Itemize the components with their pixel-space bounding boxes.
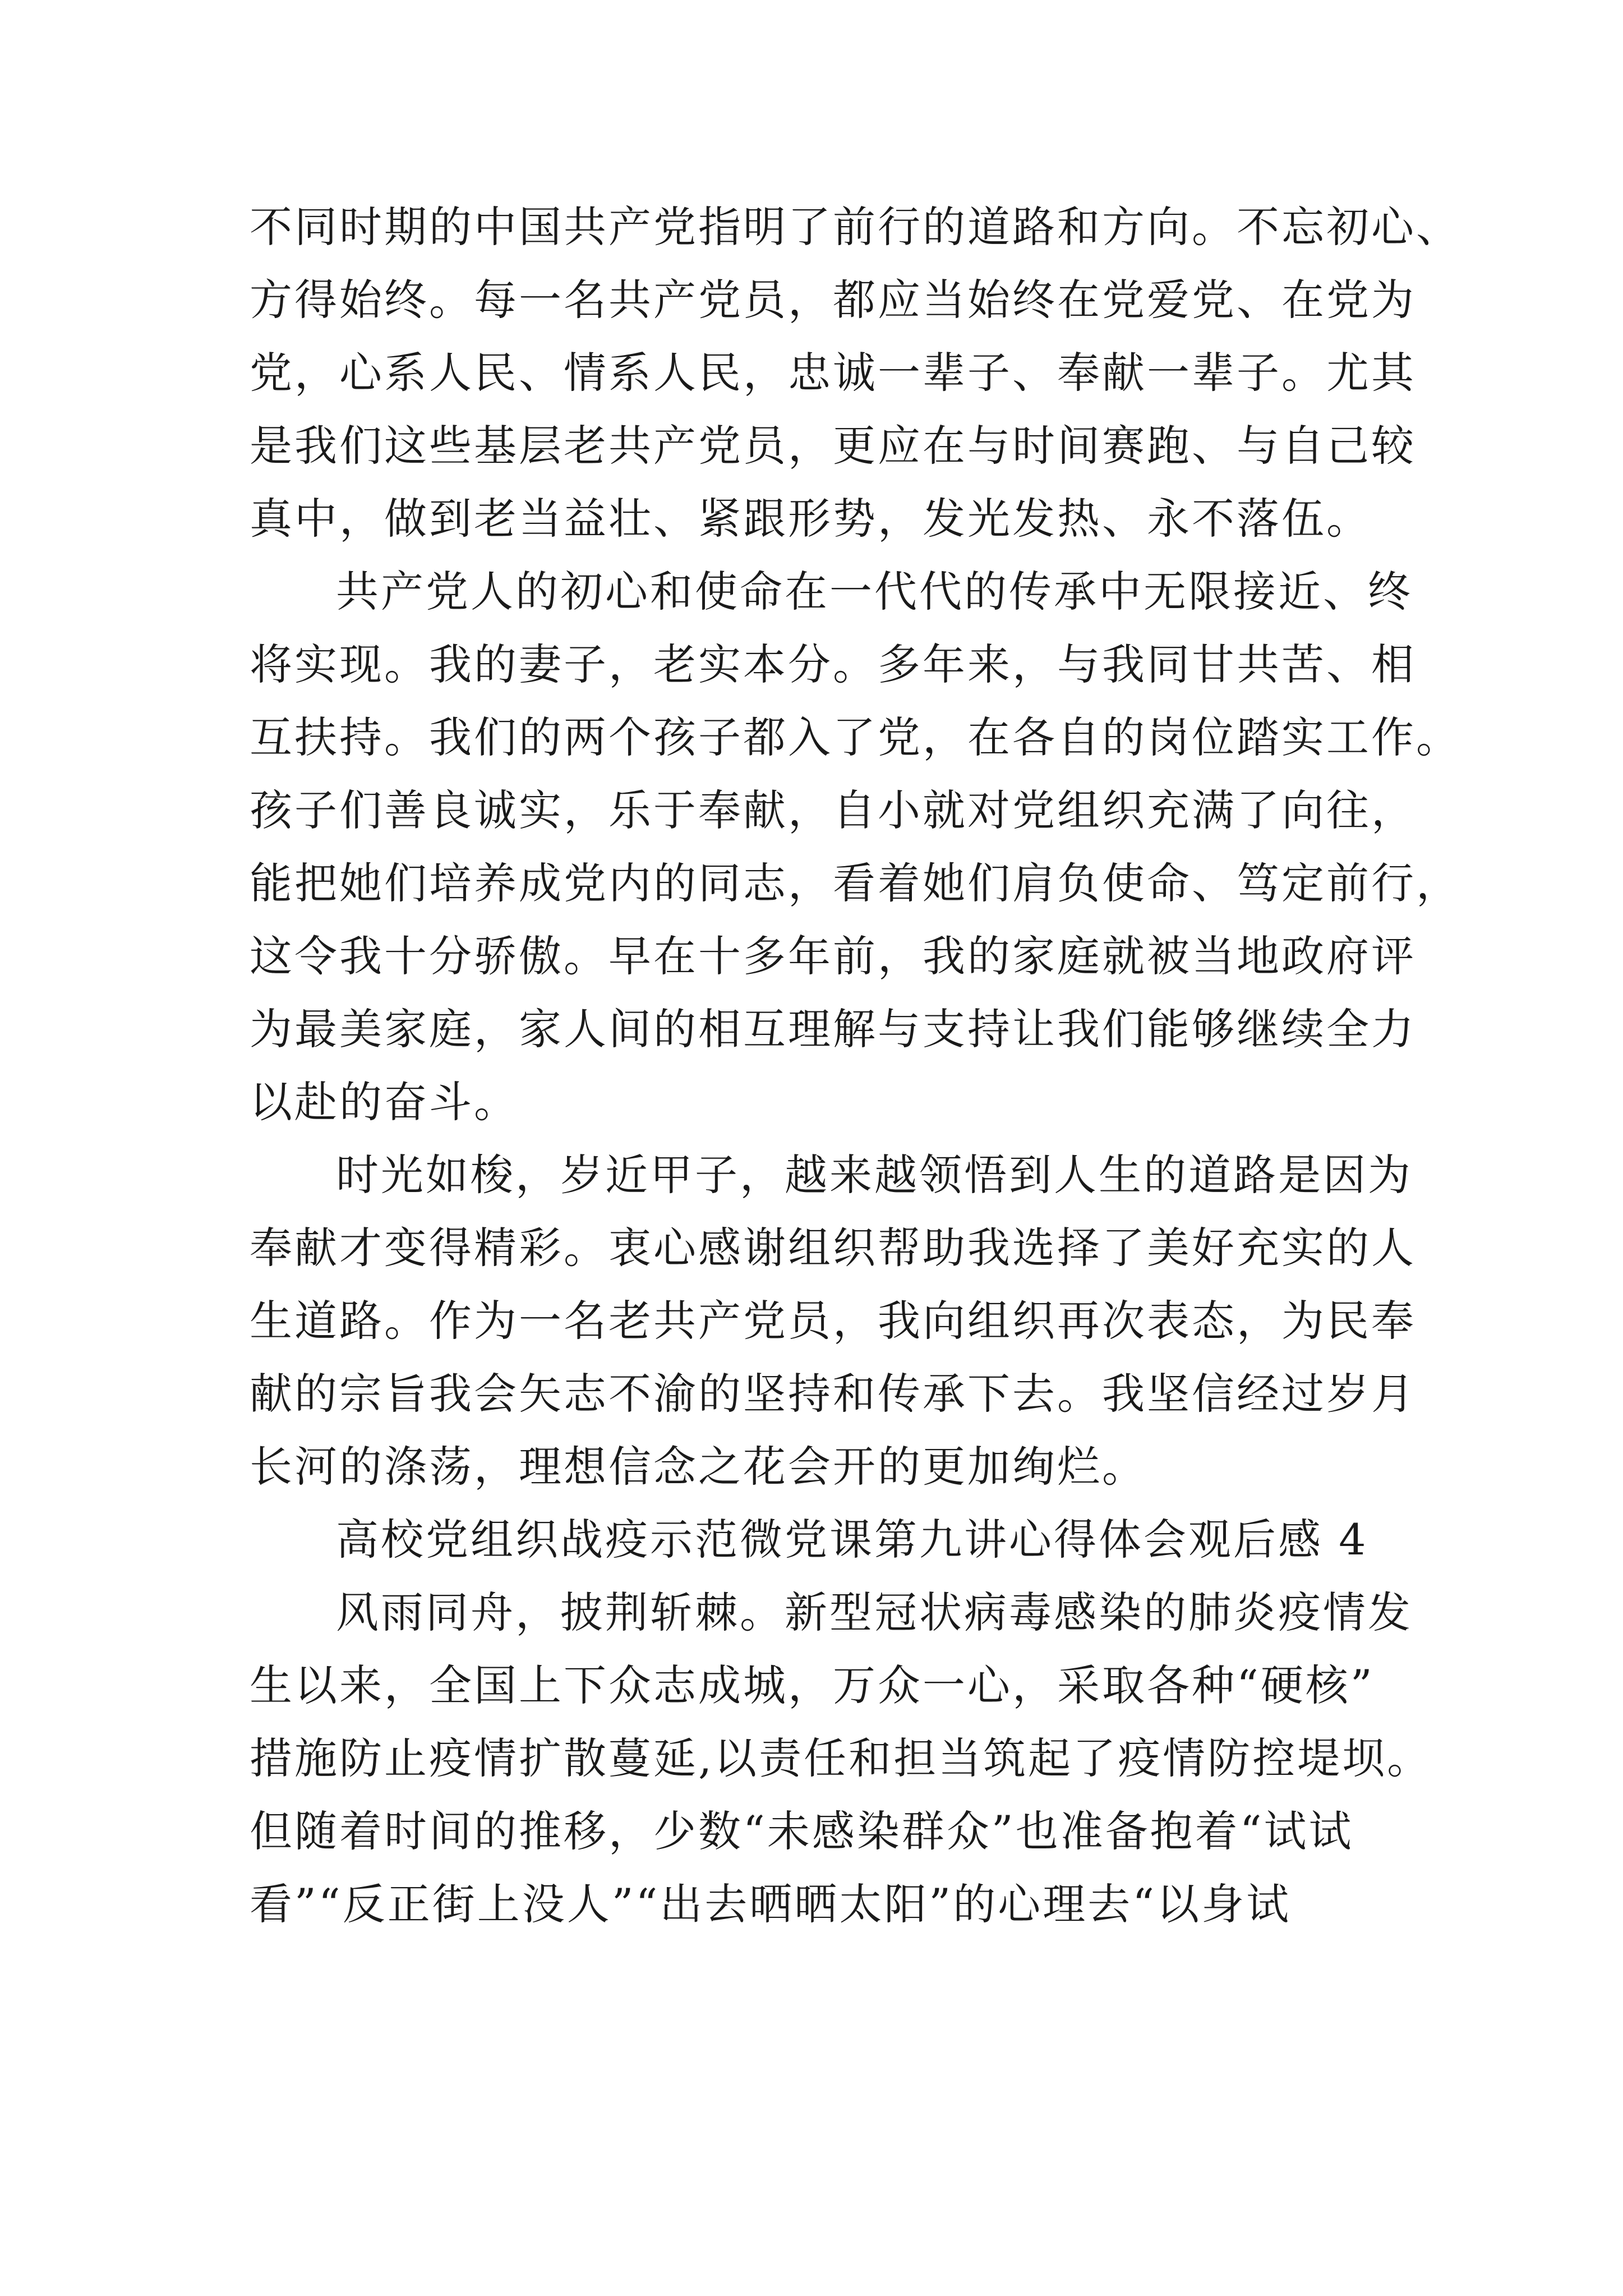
text-line: 奉献才变得精彩。衷心感谢组织帮助我选择了美好充实的人	[250, 1223, 1416, 1273]
paragraph-start-line: 风雨同舟，披荆斩棘。新型冠状病毒感染的肺炎疫情发	[336, 1588, 1413, 1637]
text-line: 互扶持。我们的两个孩子都入了党，在各自的岗位踏实工作。	[250, 712, 1461, 762]
text-line: 这令我十分骄傲。早在十多年前，我的家庭就被当地政府评	[250, 931, 1416, 981]
body-text	[250, 191, 1461, 1941]
paragraph-start-line: 时光如梭，岁近甲子，越来越领悟到人生的道路是因为	[336, 1150, 1413, 1200]
text-line: 献的宗旨我会矢志不渝的坚持和传承下去。我坚信经过岁月	[250, 1369, 1416, 1419]
text-line: 生以来，全国上下众志成城，万众一心，采取各种“硬核”	[250, 1660, 1375, 1710]
text-line: 真中，做到老当益壮、紧跟形势，发光发热、永不落伍。	[250, 494, 1371, 544]
paragraph-start-line: 共产党人的初心和使命在一代代的传承中无限接近、终	[336, 567, 1413, 616]
text-line: 孩子们善良诚实，乐于奉献，自小就对党组织充满了向往，	[250, 785, 1416, 835]
text-line: 党，心系人民、情系人民，忠诚一辈子、奉献一辈子。尤其	[250, 348, 1416, 398]
text-line: 生道路。作为一名老共产党员，我向组织再次表态，为民奉	[250, 1296, 1416, 1346]
text-line: 将实现。我的妻子，老实本分。多年来，与我同甘共苦、相	[250, 639, 1416, 689]
text-line: 为最美家庭，家人间的相互理解与支持让我们能够继续全力	[250, 1004, 1416, 1054]
text-line: 措施防止疫情扩散蔓延,以责任和担当筑起了疫情防控堤坝。	[250, 1733, 1432, 1783]
text-line: 是我们这些基层老共产党员，更应在与时间赛跑、与自己较	[250, 421, 1416, 471]
text-line: 能把她们培养成党内的同志，看着她们肩负使命、笃定前行，	[250, 858, 1461, 908]
text-line: 不同时期的中国共产党指明了前行的道路和方向。不忘初心、	[250, 202, 1461, 252]
text-line: 但随着时间的推移，少数“未感染群众”也准备抱着“试试	[250, 1806, 1354, 1856]
section-heading: 高校党组织战疫示范微党课第九讲心得体会观后感 4	[336, 1515, 1368, 1565]
text-line: 以赴的奋斗。	[250, 1077, 519, 1127]
text-line: 看”“反正街上没人”“出去晒晒太阳”的心理去“以身试	[250, 1879, 1292, 1929]
text-line: 长河的涤荡，理想信念之花会开的更加绚烂。	[250, 1442, 1147, 1492]
text-line: 方得始终。每一名共产党员，都应当始终在党爱党、在党为	[250, 275, 1416, 325]
